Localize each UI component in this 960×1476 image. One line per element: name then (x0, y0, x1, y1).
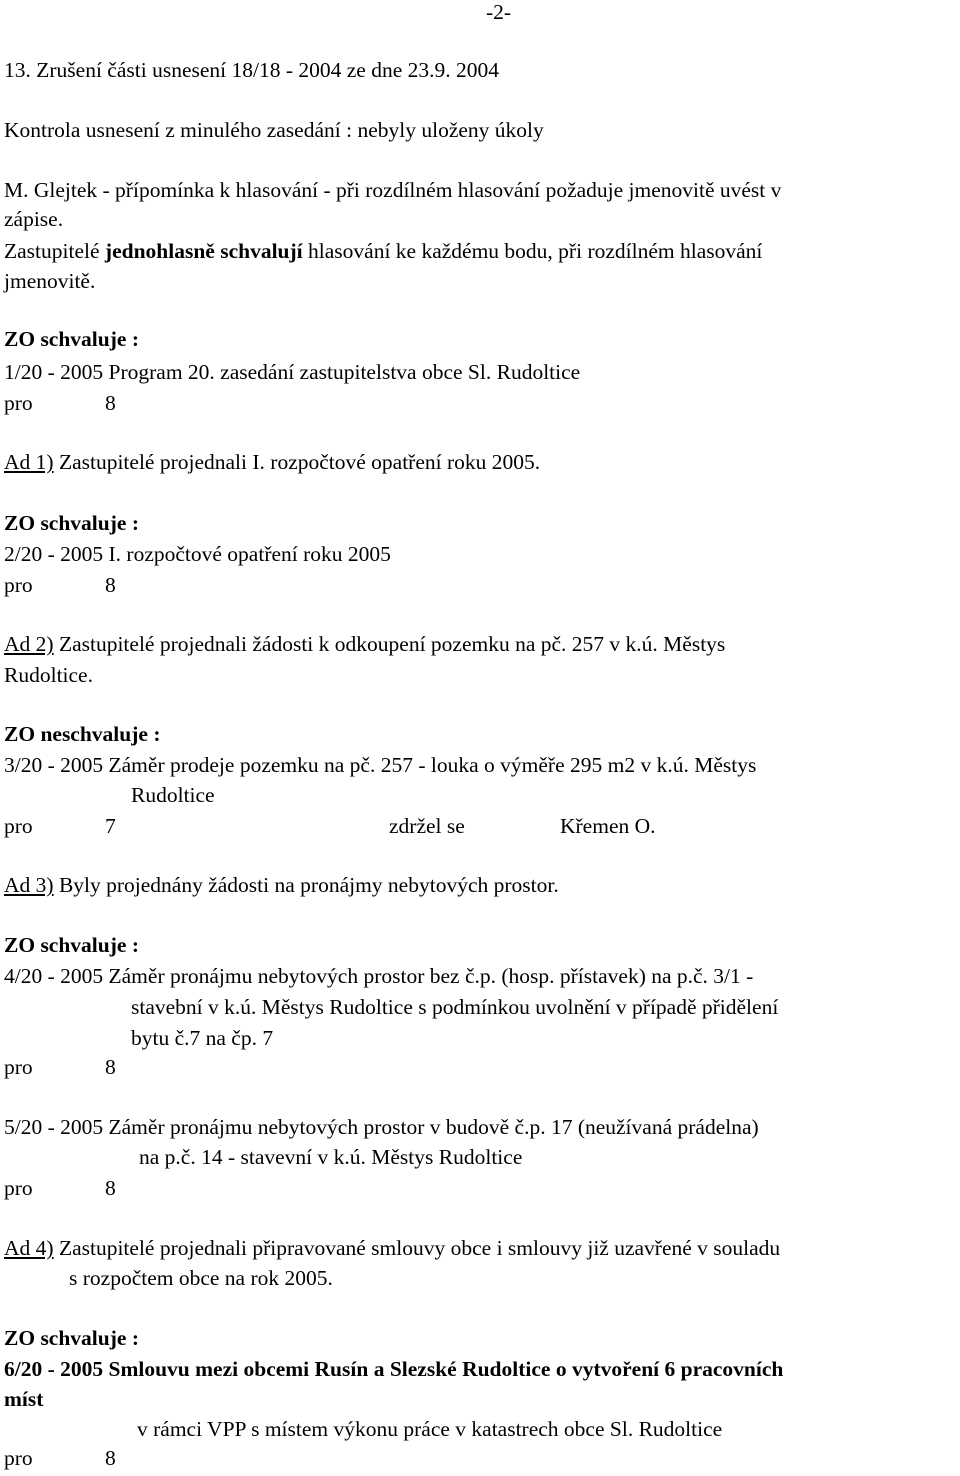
resolution-4-heading: ZO schvaluje : (4, 933, 139, 957)
pro-label: pro (4, 1176, 33, 1200)
resolution-1-votes (4, 391, 116, 417)
glejtek-text-a: Zastupitelé (4, 239, 105, 263)
resolution-6-text: 6/20 - 2005 Smlouvu mezi obcemi Rusín a Slezské Rudoltice o vytvoření 6 pracovních (4, 1357, 784, 1381)
resolution-6-line-2: míst (4, 1387, 44, 1411)
resolution-3-heading: ZO neschvaluje : (4, 722, 161, 746)
ad-2-text: Zastupitelé projednali žádosti k odkoupení pozemku na pč. 257 v k.ú. Městys (53, 632, 726, 656)
pro-label: pro (4, 573, 33, 597)
pro-label: pro (4, 1446, 33, 1470)
pro-count: 8 (105, 573, 116, 597)
ad-1-label: Ad 1) (4, 450, 54, 474)
ad-2-label: Ad 2) (4, 632, 54, 656)
resolution-2-heading: ZO schvaluje : (4, 511, 139, 535)
pro-count: 8 (105, 1176, 116, 1200)
resolution-3-line-2: Rudoltice (131, 783, 215, 807)
abstain-label: zdržel se (389, 814, 465, 838)
glejtek-bold: jednohlasně schvalují (104, 239, 303, 263)
ad-2-line-2: Rudoltice. (4, 663, 93, 687)
resolution-5-votes (4, 1176, 116, 1202)
resolution-3-votes (4, 814, 904, 844)
kontrola-text: Kontrola usnesení z minulého zasedání : nebyly uloženy úkoly (4, 118, 544, 142)
resolution-6-heading: ZO schvaluje : (4, 1326, 139, 1350)
pro-label: pro (4, 814, 33, 838)
resolution-1-heading: ZO schvaluje : (4, 327, 139, 351)
glejtek-line-4: jmenovitě. (4, 269, 96, 293)
page-number: -2- (486, 0, 512, 24)
abstain-name: Křemen O. (560, 814, 656, 838)
glejtek-line-1: M. Glejtek - přípomínka k hlasování - při rozdílném hlasování požaduje jmenovitě uvést v (4, 178, 782, 202)
pro-count: 8 (105, 1446, 116, 1470)
ad-3-label: Ad 3) (4, 873, 54, 897)
ad-1-text: Zastupitelé projednali I. rozpočtové opatření roku 2005. (53, 450, 541, 474)
resolution-6-votes (4, 1446, 116, 1472)
glejtek-line-2: zápise. (4, 207, 64, 231)
pro-label: pro (4, 391, 33, 415)
item-13-heading: 13. Zrušení části usnesení 18/18 - 2004 ze dne 23.9. 2004 (4, 58, 500, 82)
ad-3 (4, 873, 559, 899)
resolution-5-text: 5/20 - 2005 Záměr pronájmu nebytových prostor v budově č.p. 17 (neužívaná prádelna) (4, 1115, 759, 1139)
resolution-4-line-3: bytu č.7 na čp. 7 (131, 1026, 274, 1050)
pro-label: pro (4, 1055, 33, 1079)
glejtek-text-b: hlasování ke každému bodu, při rozdílném hlasování (302, 239, 763, 263)
ad-3-text: Byly projednány žádosti na pronájmy nebytových prostor. (53, 873, 559, 897)
ad-2 (4, 632, 725, 658)
resolution-2-text: 2/20 - 2005 I. rozpočtové opatření roku 2005 (4, 542, 391, 566)
resolution-4-votes (4, 1055, 116, 1081)
ad-4-label: Ad 4) (4, 1236, 54, 1260)
resolution-6-line-3: v rámci VPP s místem výkonu práce v katastrech obce Sl. Rudoltice (137, 1417, 723, 1441)
resolution-4-text: 4/20 - 2005 Záměr pronájmu nebytových prostor bez č.p. (hosp. přístavek) na p.č. 3/1 - (4, 964, 754, 988)
pro-count: 8 (105, 1055, 116, 1079)
ad-1 (4, 450, 540, 476)
pro-count: 7 (105, 814, 116, 838)
resolution-1-text: 1/20 - 2005 Program 20. zasedání zastupitelstva obce Sl. Rudoltice (4, 360, 581, 384)
pro-count: 8 (105, 391, 116, 415)
resolution-5-line-2: na p.č. 14 - stavevní v k.ú. Městys Rudoltice (139, 1145, 523, 1169)
ad-4-text: Zastupitelé projednali připravované smlouvy obce i smlouvy již uzavřené v souladu (53, 1236, 781, 1260)
resolution-3-text: 3/20 - 2005 Záměr prodeje pozemku na pč. 257 - louka o výměře 295 m2 v k.ú. Městys (4, 753, 757, 777)
resolution-2-votes (4, 573, 116, 599)
glejtek-line-3 (4, 239, 762, 265)
resolution-4-line-2: stavební v k.ú. Městys Rudoltice s podmínkou uvolnění v případě přidělení (131, 995, 779, 1019)
ad-4-line-2: s rozpočtem obce na rok 2005. (69, 1266, 333, 1290)
ad-4 (4, 1236, 780, 1262)
